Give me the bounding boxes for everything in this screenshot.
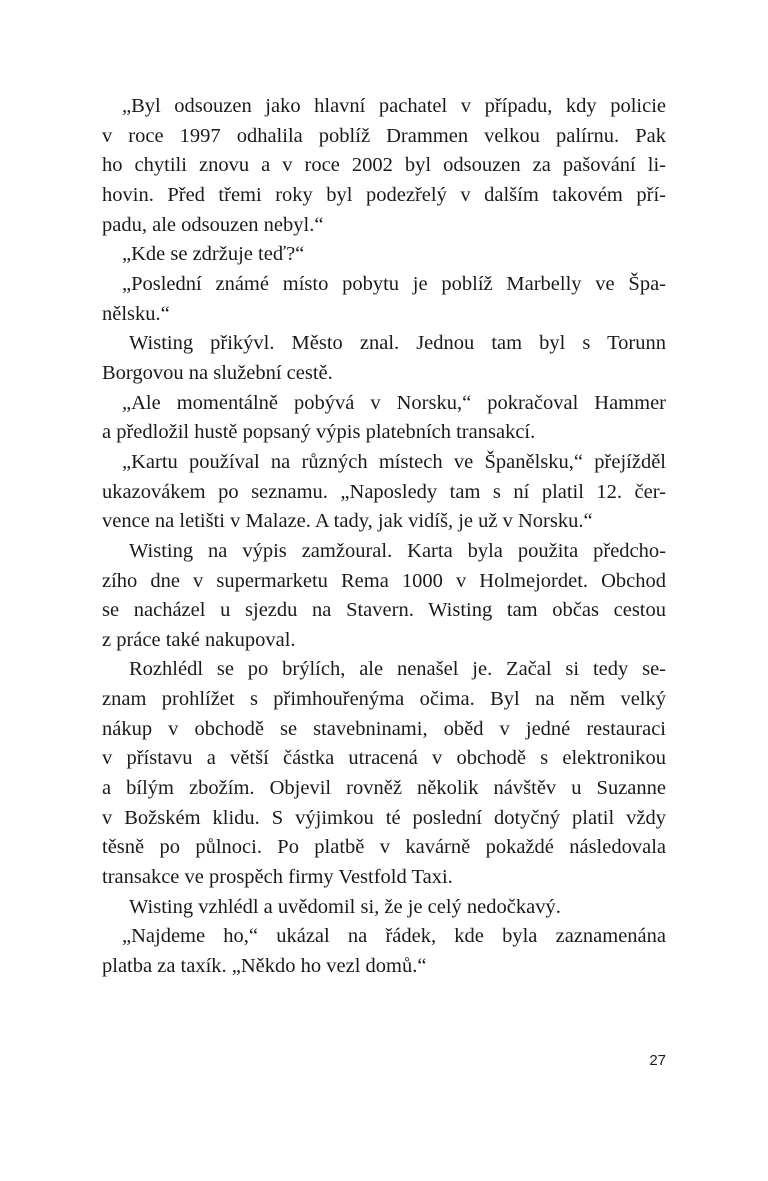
text-line: v přístavu a větší částka utracená v obchodě s elektronikou	[102, 747, 666, 770]
text-line: Rozhlédl se po brýlích, ale nenašel je. Začal si tedy se-	[129, 658, 666, 681]
text-line: vence na letišti v Malaze. A tady, jak vidíš, je už v Norsku.“	[102, 510, 593, 533]
book-page-text	[102, 92, 666, 982]
text-line: transakce ve prospěch firmy Vestfold Taxi.	[102, 866, 453, 889]
text-line: Wisting na výpis zamžoural. Karta byla použita předcho-	[129, 539, 666, 562]
text-line: těsně po půlnoci. Po platbě v kavárně pokaždé následovala	[102, 836, 666, 859]
text-line: „Byl odsouzen jako hlavní pachatel v případu, kdy policie	[122, 95, 666, 117]
text-line: znam prohlížet s přimhouřenýma očima. Byl na něm velký	[102, 688, 666, 711]
text-line: hovin. Před třemi roky byl podezřelý v dalším takovém pří-	[102, 183, 666, 206]
text-line: „Kartu používal na různých místech ve Španělsku,“ přejížděl	[122, 450, 666, 473]
text-line: Borgovou na služební cestě.	[102, 361, 333, 384]
text-line: v roce 1997 odhalila poblíž Drammen velkou palírnu. Pak	[102, 124, 666, 147]
text-line: se nacházel u sjezdu na Stavern. Wisting tam občas cestou	[102, 599, 666, 622]
text-line: platba za taxík. „Někdo ho vezl domů.“	[102, 955, 427, 978]
text-line: v Božském klidu. S výjimkou té poslední dotyčný platil vždy	[102, 806, 666, 829]
text-line: padu, ale odsouzen nebyl.“	[102, 213, 324, 236]
text-line: Wisting přikývl. Město znal. Jednou tam byl s Torunn	[129, 332, 666, 355]
text-line: a bílým zbožím. Objevil rovněž několik návštěv u Suzanne	[102, 777, 666, 800]
text-line: ho chytili znovu a v roce 2002 byl odsouzen za pašování li-	[102, 154, 666, 177]
page-number: 27	[649, 1052, 666, 1069]
text-line: Wisting vzhlédl a uvědomil si, že je celý nedočkavý.	[129, 895, 561, 918]
text-line: zího dne v supermarketu Rema 1000 v Holmejordet. Obchod	[102, 569, 666, 592]
text-line: „Poslední známé místo pobytu je poblíž Marbelly ve Špa-	[122, 272, 666, 295]
text-line: a předložil hustě popsaný výpis platebních transakcí.	[102, 421, 536, 444]
text-line: nákup v obchodě se stavebninami, oběd v jedné restauraci	[102, 717, 666, 740]
text-line: nělsku.“	[102, 302, 170, 325]
text-line: „Ale momentálně pobývá v Norsku,“ pokračoval Hammer	[122, 391, 666, 414]
text-line: „Najdeme ho,“ ukázal na řádek, kde byla zaznamenána	[122, 925, 666, 948]
text-line: „Kde se zdržuje teď?“	[122, 243, 305, 266]
text-line: ukazovákem po seznamu. „Naposledy tam s ní platil 12. čer-	[102, 480, 666, 503]
text-line: z práce také nakupoval.	[102, 628, 296, 651]
